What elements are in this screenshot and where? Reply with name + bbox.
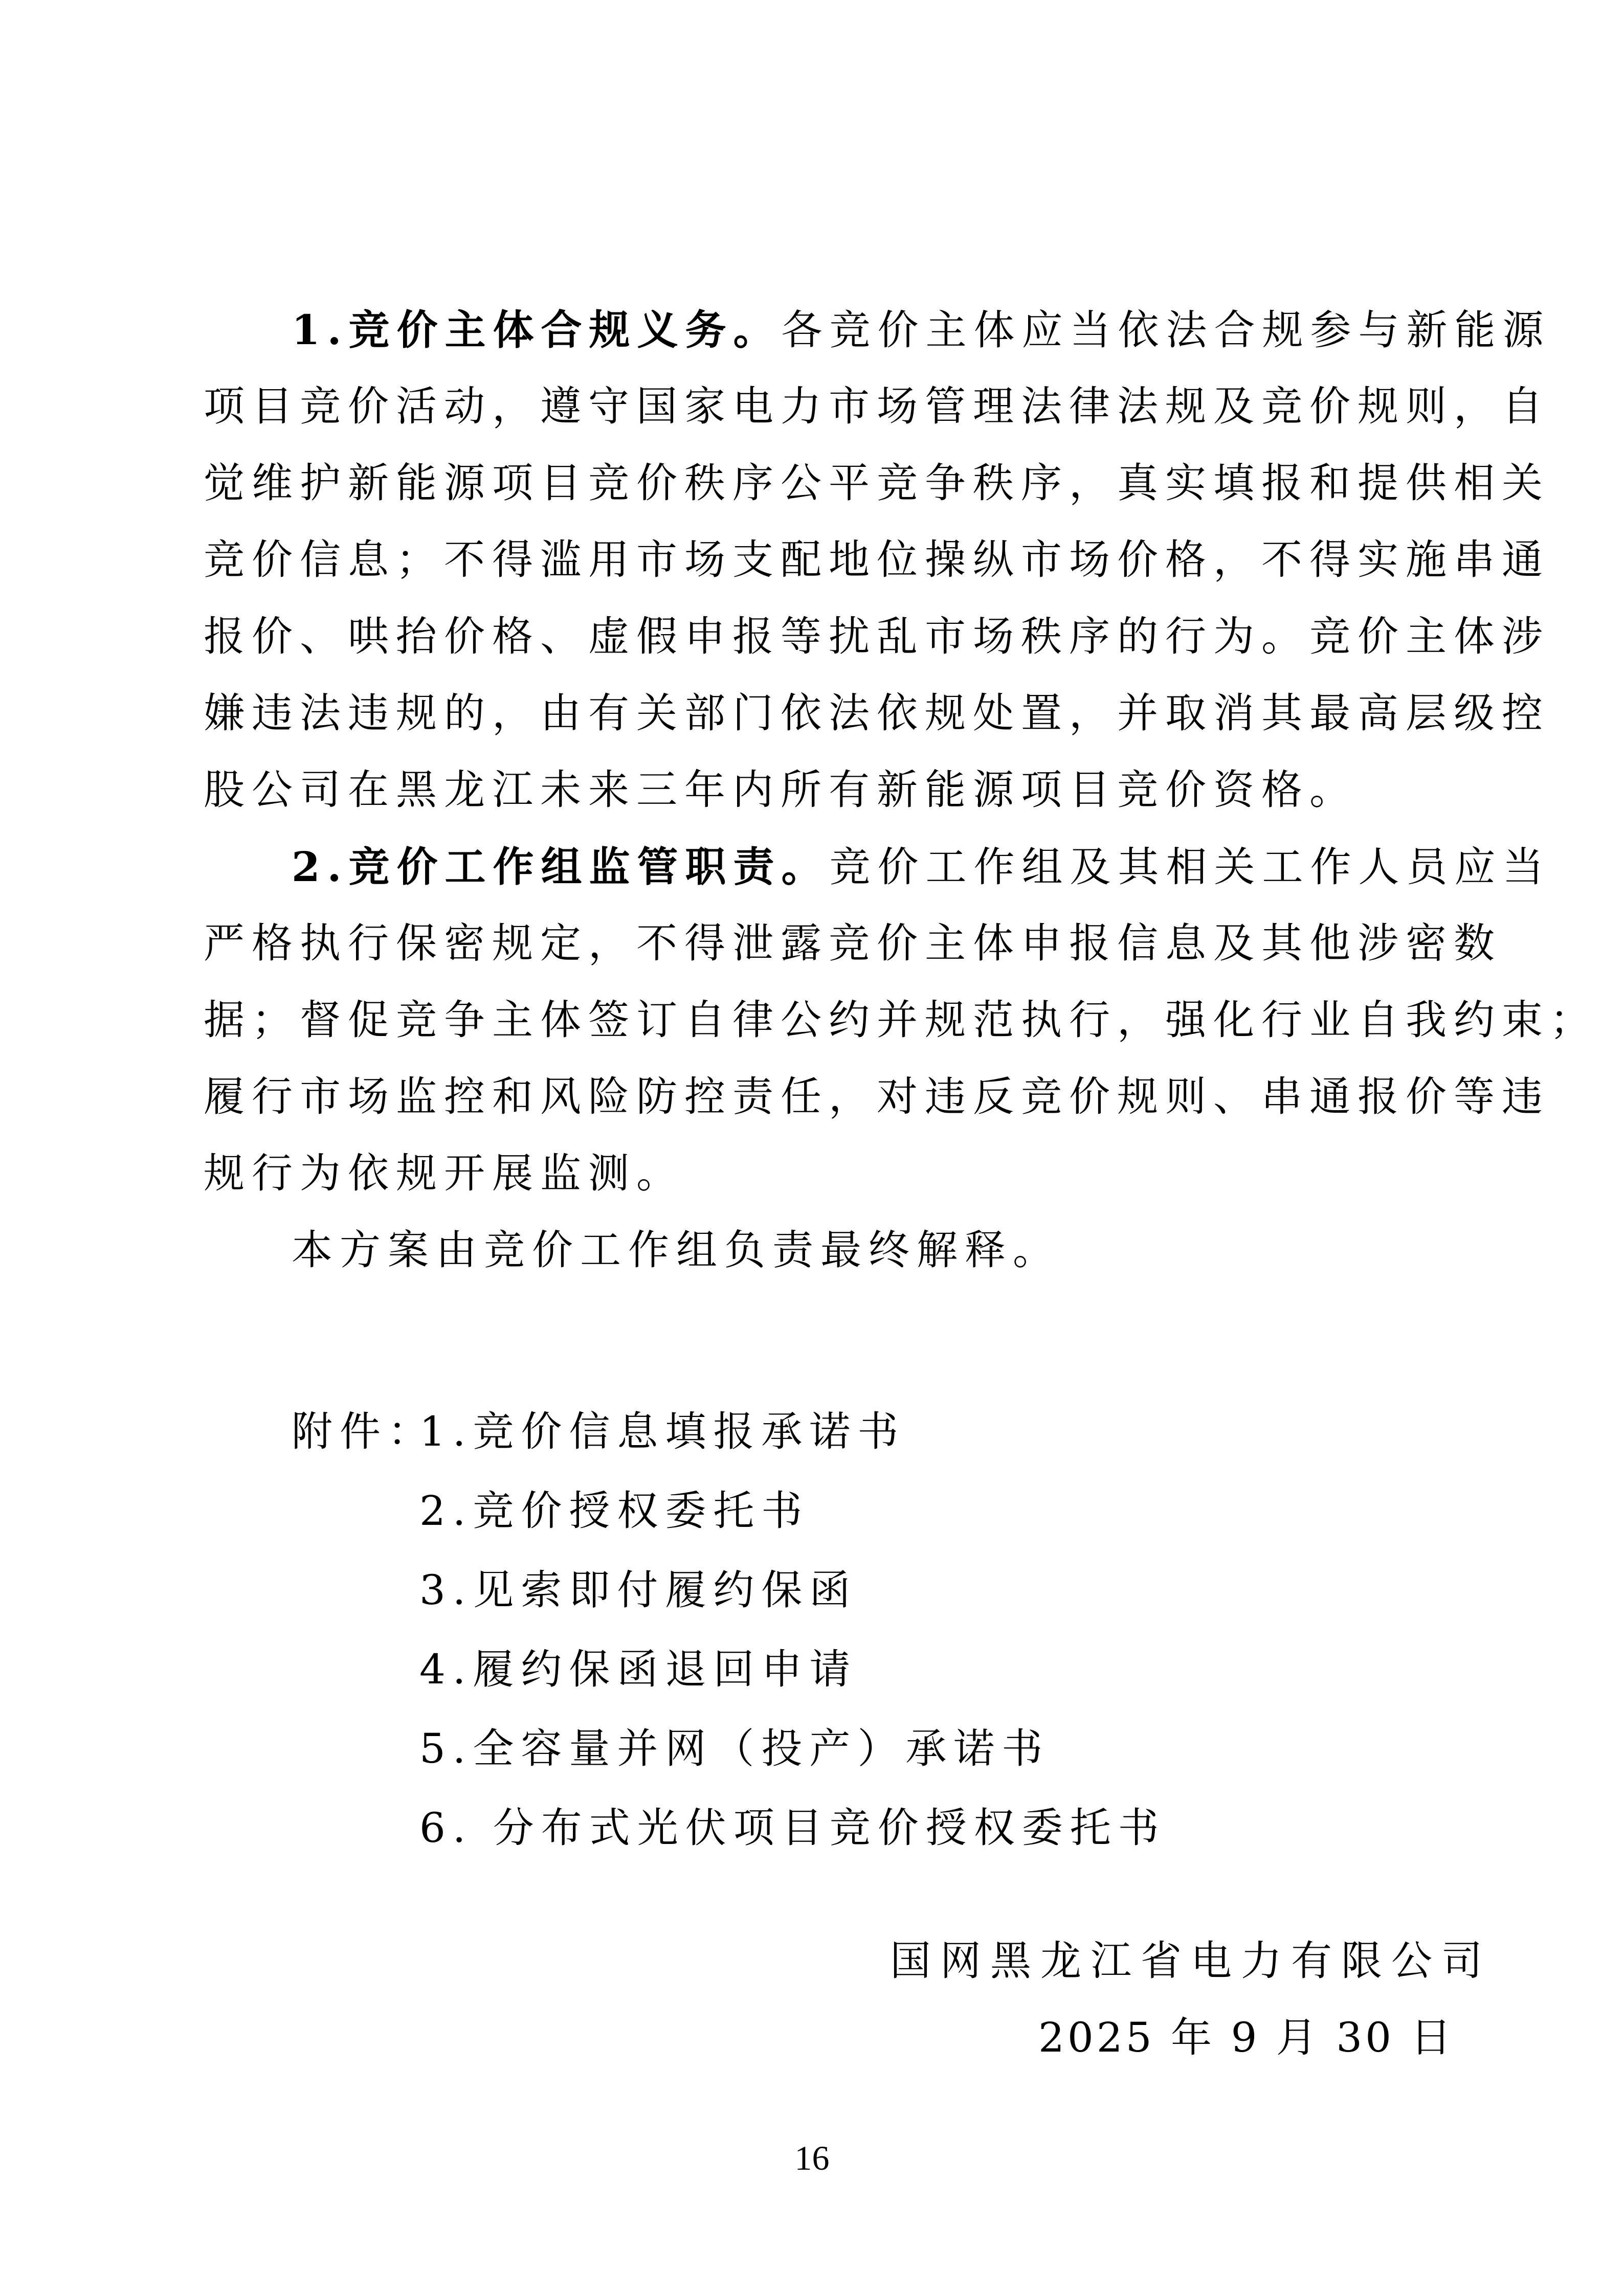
signature-date: 2025 年 9 月 30 日 [1038,2014,1455,2061]
section2-line-0: 竞价工作组及其相关工作人员应当 [829,843,1551,891]
section1-line-1: 项目竞价活动，遵守国家电力市场管理法律法规及竞价规则，自 [204,382,1550,430]
section1-line-3: 竞价信息；不得滥用市场支配地位操纵市场价格，不得实施串通 [204,536,1550,583]
attachment-item-6: 6. 分布式光伏项目竞价授权委托书 [419,1804,1166,1852]
section1-line-2: 觉维护新能源项目竞价秩序公平竞争秩序，真实填报和提供相关 [204,459,1550,507]
section2-first-line [292,836,1551,897]
attachments-label: 附件： [292,1408,436,1455]
section1-heading: 1.竞价主体合规义务。 [292,306,782,354]
section1-line-4: 报价、哄抬价格、虚假申报等扰乱市场秩序的行为。竞价主体涉 [204,613,1550,660]
section2-heading: 2.竞价工作组监管职责。 [292,843,830,891]
section1-line-0: 各竞价主体应当依法合规参与新能源 [781,306,1551,354]
section2-line-4: 规行为依规开展监测。 [204,1150,684,1197]
page-number: 16 [794,2139,830,2177]
section1-first-line [292,299,1551,361]
attachment-item-1: 1.竞价信息填报承诺书 [419,1408,906,1455]
attachment-item-3: 3.见索即付履约保函 [419,1566,858,1614]
attachment-item-5: 5.全容量并网（投产）承诺书 [419,1725,1050,1772]
section2-line-3: 履行市场监控和风险防控责任，对违反竞价规则、串通报价等违 [204,1073,1550,1120]
section2-line-2: 据；督促竞争主体签订自律公约并规范执行，强化行业自我约束； [204,996,1598,1044]
signature-company: 国网黑龙江省电力有限公司 [890,1937,1492,1985]
attachment-item-2: 2.竞价授权委托书 [419,1487,810,1535]
attachment-item-4: 4.履约保函退回申请 [419,1646,858,1693]
section2-line-1: 严格执行保密规定，不得泄露竞价主体申报信息及其他涉密数 [204,919,1502,967]
section1-line-6: 股公司在黑龙江未来三年内所有新能源项目竞价资格。 [204,766,1358,814]
interpretation-statement: 本方案由竞价工作组负责最终解释。 [292,1226,1061,1274]
section1-line-5: 嫌违法违规的，由有关部门依法依规处置，并取消其最高层级控 [204,689,1550,737]
